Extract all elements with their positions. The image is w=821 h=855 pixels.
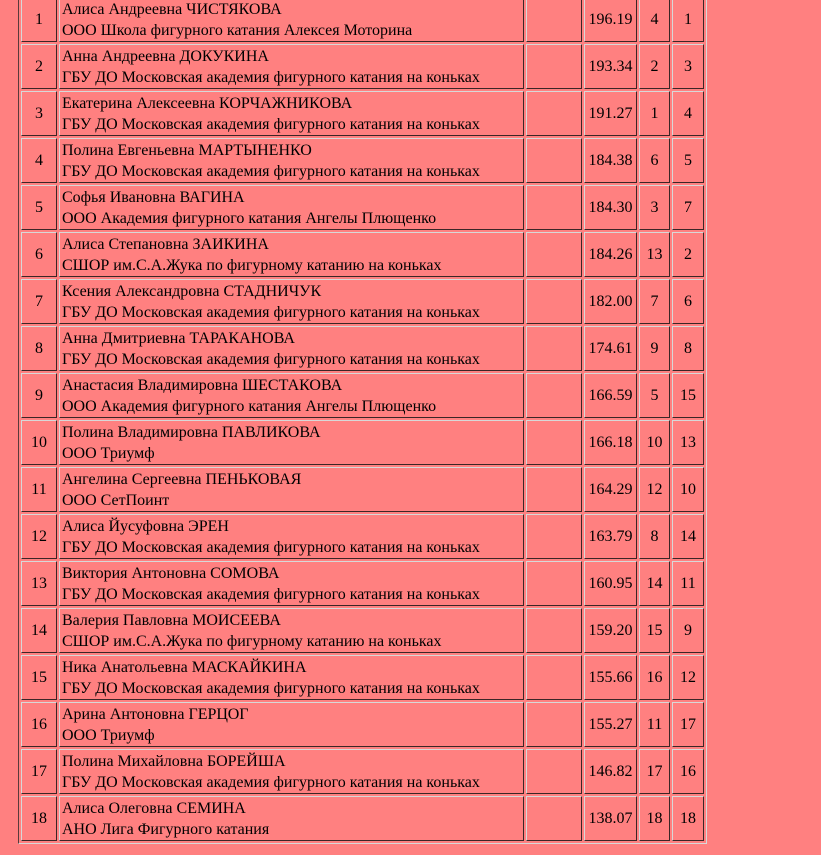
skater-cell bbox=[59, 326, 524, 371]
skater-name: Виктория Антоновна СОМОВА bbox=[62, 564, 280, 582]
short-program-place-cell: 12 bbox=[639, 467, 670, 512]
place-cell: 6 bbox=[21, 232, 57, 277]
free-skating-place-cell: 10 bbox=[672, 467, 704, 512]
short-program-place-cell: 6 bbox=[639, 138, 670, 183]
empty-cell bbox=[526, 44, 582, 89]
table-row bbox=[21, 138, 704, 183]
skater-name: Арина Антоновна ГЕРЦОГ bbox=[62, 705, 249, 723]
total-score-cell: 159.20 bbox=[584, 608, 637, 653]
empty-cell bbox=[526, 608, 582, 653]
club-name: ГБУ ДО Московская академия фигурного катания на коньках bbox=[62, 585, 480, 603]
skater-name: Софья Ивановна ВАГИНА bbox=[62, 188, 245, 206]
club-name: ООО Школа фигурного катания Алексея Моторина bbox=[62, 21, 413, 39]
free-skating-place-cell: 3 bbox=[672, 44, 704, 89]
free-skating-place-cell: 2 bbox=[672, 232, 704, 277]
club-name: ООО Академия фигурного катания Ангелы Плющенко bbox=[62, 397, 437, 415]
skater-cell bbox=[59, 91, 524, 136]
short-program-place-cell: 15 bbox=[639, 608, 670, 653]
skater-name: Анастасия Владимировна ШЕСТАКОВА bbox=[62, 376, 343, 394]
total-score-cell: 174.61 bbox=[584, 326, 637, 371]
free-skating-place-cell: 14 bbox=[672, 514, 704, 559]
empty-cell bbox=[526, 232, 582, 277]
empty-cell bbox=[526, 655, 582, 700]
short-program-place-cell: 11 bbox=[639, 702, 670, 747]
skater-name: Алиса Степановна ЗАИКИНА bbox=[62, 235, 269, 253]
table-row bbox=[21, 420, 704, 465]
short-program-place-cell: 7 bbox=[639, 279, 670, 324]
empty-cell bbox=[526, 796, 582, 841]
skater-name: Ксения Александровна СТАДНИЧУК bbox=[62, 282, 322, 300]
place-cell: 5 bbox=[21, 185, 57, 230]
table-row bbox=[21, 373, 704, 418]
table-row bbox=[21, 232, 704, 277]
skater-name: Алиса Йусуфовна ЭРЕН bbox=[62, 517, 229, 535]
results-table bbox=[18, 0, 707, 844]
club-name: АНО Лига Фигурного катания bbox=[62, 820, 270, 838]
empty-cell bbox=[526, 702, 582, 747]
skater-cell bbox=[59, 279, 524, 324]
total-score-cell: 182.00 bbox=[584, 279, 637, 324]
table-row bbox=[21, 279, 704, 324]
table-row bbox=[21, 561, 704, 606]
skater-name: Екатерина Алексеевна КОРЧАЖНИКОВА bbox=[62, 94, 353, 112]
table-row bbox=[21, 44, 704, 89]
skater-cell bbox=[59, 138, 524, 183]
place-cell: 18 bbox=[21, 796, 57, 841]
results-table-body bbox=[21, 0, 704, 841]
short-program-place-cell: 9 bbox=[639, 326, 670, 371]
short-program-place-cell: 8 bbox=[639, 514, 670, 559]
place-cell: 2 bbox=[21, 44, 57, 89]
table-row bbox=[21, 514, 704, 559]
table-row bbox=[21, 326, 704, 371]
empty-cell bbox=[526, 326, 582, 371]
short-program-place-cell: 13 bbox=[639, 232, 670, 277]
place-cell: 1 bbox=[21, 0, 57, 42]
empty-cell bbox=[526, 514, 582, 559]
skater-cell bbox=[59, 467, 524, 512]
place-cell: 3 bbox=[21, 91, 57, 136]
skater-name: Алиса Олеговна СЕМИНА bbox=[62, 799, 246, 817]
club-name: ГБУ ДО Московская академия фигурного катания на коньках bbox=[62, 679, 480, 697]
place-cell: 8 bbox=[21, 326, 57, 371]
short-program-place-cell: 14 bbox=[639, 561, 670, 606]
skater-cell bbox=[59, 796, 524, 841]
short-program-place-cell: 10 bbox=[639, 420, 670, 465]
skater-name: Ангелина Сергеевна ПЕНЬКОВАЯ bbox=[62, 470, 302, 488]
table-row bbox=[21, 467, 704, 512]
free-skating-place-cell: 9 bbox=[672, 608, 704, 653]
free-skating-place-cell: 18 bbox=[672, 796, 704, 841]
place-cell: 13 bbox=[21, 561, 57, 606]
place-cell: 15 bbox=[21, 655, 57, 700]
empty-cell bbox=[526, 279, 582, 324]
skater-cell bbox=[59, 185, 524, 230]
total-score-cell: 191.27 bbox=[584, 91, 637, 136]
club-name: ООО СетПоинт bbox=[62, 491, 170, 509]
empty-cell bbox=[526, 420, 582, 465]
free-skating-place-cell: 16 bbox=[672, 749, 704, 794]
total-score-cell: 166.59 bbox=[584, 373, 637, 418]
short-program-place-cell: 3 bbox=[639, 185, 670, 230]
total-score-cell: 160.95 bbox=[584, 561, 637, 606]
free-skating-place-cell: 12 bbox=[672, 655, 704, 700]
club-name: ГБУ ДО Московская академия фигурного катания на коньках bbox=[62, 115, 480, 133]
skater-name: Полина Михайловна БОРЕЙША bbox=[62, 752, 286, 770]
total-score-cell: 184.30 bbox=[584, 185, 637, 230]
free-skating-place-cell: 1 bbox=[672, 0, 704, 42]
free-skating-place-cell: 6 bbox=[672, 279, 704, 324]
skater-cell bbox=[59, 514, 524, 559]
place-cell: 12 bbox=[21, 514, 57, 559]
skater-cell bbox=[59, 44, 524, 89]
skater-name: Анна Андреевна ДОКУКИНА bbox=[62, 47, 269, 65]
total-score-cell: 163.79 bbox=[584, 514, 637, 559]
club-name: ГБУ ДО Московская академия фигурного катания на коньках bbox=[62, 773, 480, 791]
skater-name: Полина Владимировна ПАВЛИКОВА bbox=[62, 423, 321, 441]
total-score-cell: 155.27 bbox=[584, 702, 637, 747]
skater-name: Полина Евгеньевна МАРТЫНЕНКО bbox=[62, 141, 312, 159]
total-score-cell: 138.07 bbox=[584, 796, 637, 841]
club-name: СШОР им.С.А.Жука по фигурному катанию на коньках bbox=[62, 632, 442, 650]
skater-cell bbox=[59, 232, 524, 277]
short-program-place-cell: 4 bbox=[639, 0, 670, 42]
free-skating-place-cell: 7 bbox=[672, 185, 704, 230]
total-score-cell: 155.66 bbox=[584, 655, 637, 700]
empty-cell bbox=[526, 561, 582, 606]
club-name: ГБУ ДО Московская академия фигурного катания на коньках bbox=[62, 162, 480, 180]
skater-cell bbox=[59, 561, 524, 606]
skater-cell bbox=[59, 0, 524, 42]
table-row bbox=[21, 702, 704, 747]
results-table-wrapper bbox=[18, 0, 707, 844]
free-skating-place-cell: 13 bbox=[672, 420, 704, 465]
skater-cell bbox=[59, 373, 524, 418]
place-cell: 17 bbox=[21, 749, 57, 794]
skater-name: Валерия Павловна МОИСЕЕВА bbox=[62, 611, 281, 629]
total-score-cell: 166.18 bbox=[584, 420, 637, 465]
free-skating-place-cell: 4 bbox=[672, 91, 704, 136]
club-name: ГБУ ДО Московская академия фигурного катания на коньках bbox=[62, 68, 480, 86]
place-cell: 7 bbox=[21, 279, 57, 324]
empty-cell bbox=[526, 467, 582, 512]
short-program-place-cell: 5 bbox=[639, 373, 670, 418]
table-row bbox=[21, 608, 704, 653]
table-row bbox=[21, 796, 704, 841]
place-cell: 16 bbox=[21, 702, 57, 747]
club-name: СШОР им.С.А.Жука по фигурному катанию на коньках bbox=[62, 256, 442, 274]
club-name: ООО Триумф bbox=[62, 726, 155, 744]
free-skating-place-cell: 15 bbox=[672, 373, 704, 418]
free-skating-place-cell: 8 bbox=[672, 326, 704, 371]
skater-name: Ника Анатольевна МАСКАЙКИНА bbox=[62, 658, 307, 676]
free-skating-place-cell: 17 bbox=[672, 702, 704, 747]
place-cell: 11 bbox=[21, 467, 57, 512]
skater-name: Анна Дмитриевна ТАРАКАНОВА bbox=[62, 329, 295, 347]
free-skating-place-cell: 5 bbox=[672, 138, 704, 183]
table-row bbox=[21, 185, 704, 230]
skater-cell bbox=[59, 420, 524, 465]
skater-cell bbox=[59, 749, 524, 794]
total-score-cell: 184.26 bbox=[584, 232, 637, 277]
skater-cell bbox=[59, 655, 524, 700]
club-name: ГБУ ДО Московская академия фигурного катания на коньках bbox=[62, 538, 480, 556]
table-row bbox=[21, 0, 704, 42]
short-program-place-cell: 18 bbox=[639, 796, 670, 841]
table-row bbox=[21, 749, 704, 794]
place-cell: 9 bbox=[21, 373, 57, 418]
empty-cell bbox=[526, 373, 582, 418]
total-score-cell: 193.34 bbox=[584, 44, 637, 89]
short-program-place-cell: 16 bbox=[639, 655, 670, 700]
free-skating-place-cell: 11 bbox=[672, 561, 704, 606]
club-name: ООО Триумф bbox=[62, 444, 155, 462]
table-row bbox=[21, 91, 704, 136]
empty-cell bbox=[526, 91, 582, 136]
place-cell: 10 bbox=[21, 420, 57, 465]
total-score-cell: 184.38 bbox=[584, 138, 637, 183]
place-cell: 14 bbox=[21, 608, 57, 653]
empty-cell bbox=[526, 138, 582, 183]
place-cell: 4 bbox=[21, 138, 57, 183]
skater-cell bbox=[59, 702, 524, 747]
skater-cell bbox=[59, 608, 524, 653]
short-program-place-cell: 1 bbox=[639, 91, 670, 136]
club-name: ГБУ ДО Московская академия фигурного катания на коньках bbox=[62, 303, 480, 321]
total-score-cell: 164.29 bbox=[584, 467, 637, 512]
club-name: ГБУ ДО Московская академия фигурного катания на коньках bbox=[62, 350, 480, 368]
empty-cell bbox=[526, 0, 582, 42]
table-row bbox=[21, 655, 704, 700]
skater-name: Алиса Андреевна ЧИСТЯКОВА bbox=[62, 0, 282, 18]
total-score-cell: 146.82 bbox=[584, 749, 637, 794]
club-name: ООО Академия фигурного катания Ангелы Плющенко bbox=[62, 209, 437, 227]
empty-cell bbox=[526, 749, 582, 794]
short-program-place-cell: 17 bbox=[639, 749, 670, 794]
short-program-place-cell: 2 bbox=[639, 44, 670, 89]
total-score-cell: 196.19 bbox=[584, 0, 637, 42]
empty-cell bbox=[526, 185, 582, 230]
